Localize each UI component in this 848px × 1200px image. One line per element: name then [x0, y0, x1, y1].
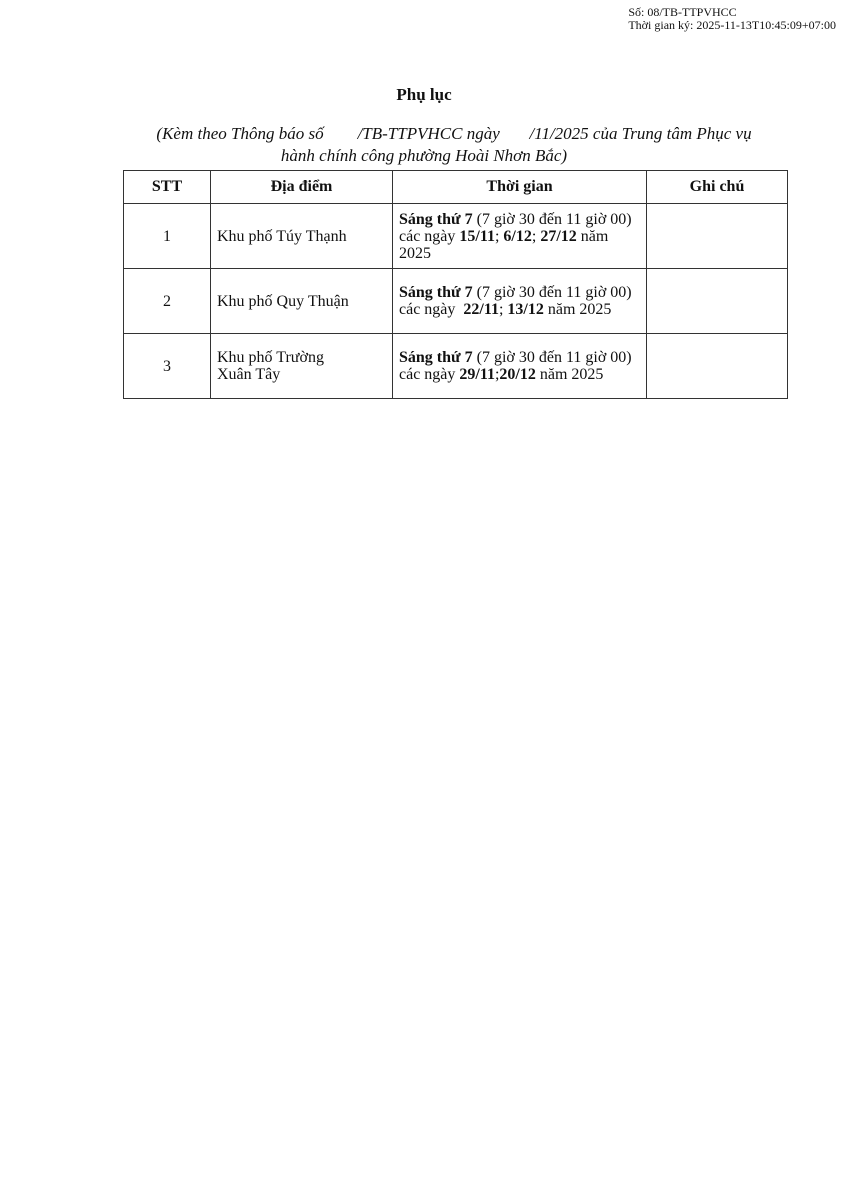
cell-stt: 2 — [124, 269, 211, 334]
header-time: Thời gian — [393, 171, 647, 204]
header-note: Ghi chú — [647, 171, 788, 204]
time-bold: Sáng thứ 7 — [399, 349, 473, 366]
time-text: (7 giờ 30 đến 11 giờ 00) các ngày — [399, 349, 632, 383]
page-title: Phụ lục — [396, 85, 452, 104]
table-header-row — [124, 171, 788, 204]
subtitle-line-1: (Kèm theo Thông báo số /TB-TTPVHCC ngày /11/2025 của Trung tâm Phục vụ — [156, 124, 752, 143]
document-number: Số: 08/TB-TTPVHCC — [628, 5, 737, 19]
signing-time: Thời gian ký: 2025-11-13T10:45:09+07:00 — [628, 18, 836, 32]
time-bold: Sáng thứ 7 — [399, 284, 473, 301]
time-bold: Sáng thứ 7 — [399, 210, 473, 228]
time-text: ; — [494, 366, 500, 383]
date-bold: 20/12 — [499, 366, 536, 383]
time-text: năm 2025 — [535, 366, 604, 383]
cell-stt: 3 — [124, 334, 211, 399]
cell-time — [393, 269, 647, 334]
cell-note — [647, 269, 788, 334]
time-text: ; — [498, 301, 508, 318]
schedule-table — [123, 170, 788, 399]
appendix-subtitle — [0, 123, 848, 167]
date-bold: 29/11 — [459, 366, 495, 383]
header-location: Địa điểm — [211, 171, 393, 204]
table-row — [124, 204, 788, 269]
cell-time — [393, 204, 647, 269]
date-bold: 13/12 — [507, 301, 544, 318]
header-stt: STT — [124, 171, 211, 204]
digital-signature-info — [628, 6, 836, 32]
subtitle-line-2: hành chính công phường Hoài Nhơn Bắc) — [280, 146, 568, 165]
table-row — [124, 269, 788, 334]
date-bold: 6/12 — [503, 227, 532, 245]
cell-time — [393, 334, 647, 399]
table-row — [124, 334, 788, 399]
cell-location: Khu phố Trường Xuân Tây — [211, 334, 393, 399]
time-text: (7 giờ 30 đến 11 giờ 00) các ngày — [399, 284, 636, 318]
time-text: năm 2025 — [543, 301, 612, 318]
time-text: ; — [494, 227, 504, 245]
date-bold: 15/11 — [459, 227, 495, 245]
date-bold: 27/12 — [540, 227, 577, 245]
time-text: (7 giờ 30 đến 11 giờ 00) các ngày — [399, 210, 632, 245]
cell-location: Khu phố Quy Thuận — [211, 269, 393, 334]
time-text: năm 2025 — [399, 227, 609, 262]
cell-note — [647, 204, 788, 269]
time-text: ; — [531, 227, 541, 245]
cell-stt: 1 — [124, 204, 211, 269]
cell-location: Khu phố Túy Thạnh — [211, 204, 393, 269]
date-bold: 22/11 — [463, 301, 499, 318]
cell-note — [647, 334, 788, 399]
